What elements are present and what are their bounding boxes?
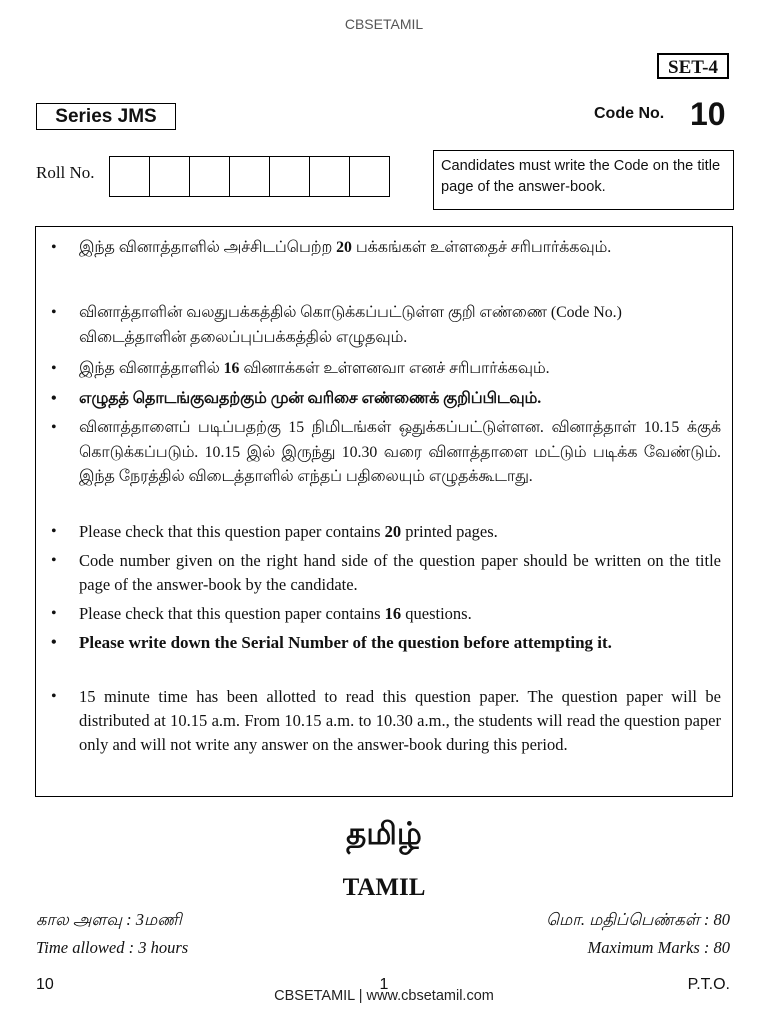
code-label: Code No. [594,105,665,122]
roll-number-cell[interactable] [229,156,270,197]
instruction-item [51,236,721,261]
instruction-text: வினாத்தாளின் வலதுபக்கத்தில் கொடுக்கப்பட்டுள்ள குறி எண்ணை [79,304,551,321]
footer-page-number: 1 [379,976,389,993]
instruction-text: Please check that this question paper contains [79,522,385,541]
max-marks-tamil: மொ. மதிப்பெண்கள் : 80 [546,910,730,929]
roll-number-cell[interactable] [189,156,230,197]
bullet: • [51,634,57,651]
roll-number-cell[interactable] [269,156,310,197]
instruction-item [51,416,721,490]
instruction-text: வினாத்தாளைப் படிப்பதற்கு 15 நிமிடங்கள் ஒதுக்கப்பட்டுள்ளன. வினாத்தாள் 10.15 க்குக் கொடுக்கப்படும். 10.15 இல் இருந்து 10.30 வரை வினாத்தாளை மட்டும் படிக்க வேண்டும். இந்த நேரத்தில் விடைத்தாளில் எந்தப் பதிலையும் எழுதக்கூடாது. [79,419,721,485]
subject-title-english: TAMIL [342,874,426,901]
instruction-item [51,685,721,757]
bullet: • [51,239,57,256]
roll-number-cell[interactable] [109,156,150,197]
instruction-text: Code number given on the right hand side of the question paper should be written on the title page of the answer-book by the candidate. [79,551,721,594]
bullet: • [51,304,57,321]
instruction-item [51,602,721,626]
max-marks-english: Maximum Marks : 80 [587,938,730,957]
instruction-number: 20 [384,522,402,541]
bullet: • [51,419,57,436]
instruction-number: 20 [336,239,352,256]
instruction-text: Please check that this question paper contains [79,604,385,623]
instruction-text: printed pages. [401,522,498,541]
instruction-text: விடைத்தாளின் தலைப்புப்பக்கத்தில் எழுதவும். [79,328,408,346]
footer-code: 10 [36,976,54,993]
roll-number-cell[interactable] [309,156,350,197]
instruction-text: எழுதத் தொடங்குவதற்கும் முன் வரிசை எண்ணைக் குறிப்பிடவும். [79,390,542,407]
footer-pto: P.T.O. [687,976,730,993]
time-allowed-english: Time allowed : 3 hours [36,938,189,957]
instructions-box [35,226,733,797]
instruction-item [51,387,721,412]
roll-number-boxes [110,156,390,197]
roll-number-label: Roll No. [36,163,95,182]
instruction-item [51,301,721,350]
instruction-text: இந்த வினாத்தாளில் அச்சிடப்பெற்ற [79,239,337,256]
instruction-item [51,631,721,655]
watermark-top: CBSETAMIL [344,16,424,32]
watermark-bottom: CBSETAMIL | www.cbsetamil.com [274,988,494,1004]
instruction-text: 15 minute time has been allotted to read this question paper. The question paper will be distributed at 10.15 a.m. From 10.15 a.m. to 10.30 a.m., the students will read the question paper only and will not write any answer on the answer-book during this period. [79,687,721,754]
subject-title-tamil: தமிழ் [346,816,422,851]
bullet: • [51,523,57,540]
instruction-item [51,549,721,597]
roll-number-cell[interactable] [149,156,190,197]
time-allowed-tamil: கால அளவு : 3மணி [36,910,182,929]
instruction-text: (Code No.) [550,304,622,321]
roll-number-cell[interactable] [349,156,390,197]
bullet: • [51,390,57,407]
set-label: SET-4 [657,53,729,79]
bullet: • [51,688,57,705]
instruction-item [51,520,721,544]
bullet: • [51,605,57,622]
instruction-text: பக்கங்கள் உள்ளதைச் சரிபார்க்கவும். [351,239,612,256]
instruction-number: 16 [384,604,402,623]
instruction-text: இந்த வினாத்தாளில் [79,360,224,377]
bullet: • [51,552,57,569]
series-label: Series JMS [36,103,176,130]
instruction-text: questions. [401,604,472,623]
instruction-text: வினாக்கள் உள்ளனவா எனச் சரிபார்க்கவும். [239,360,550,377]
candidates-note: Candidates must write the Code on the title page of the answer-book. [433,150,734,210]
instruction-text: Please write down the Serial Number of the question before attempting it. [79,633,612,652]
instruction-number: 16 [223,360,240,377]
instruction-item [51,357,721,382]
code-value: 10 [690,96,726,132]
bullet: • [51,360,57,377]
